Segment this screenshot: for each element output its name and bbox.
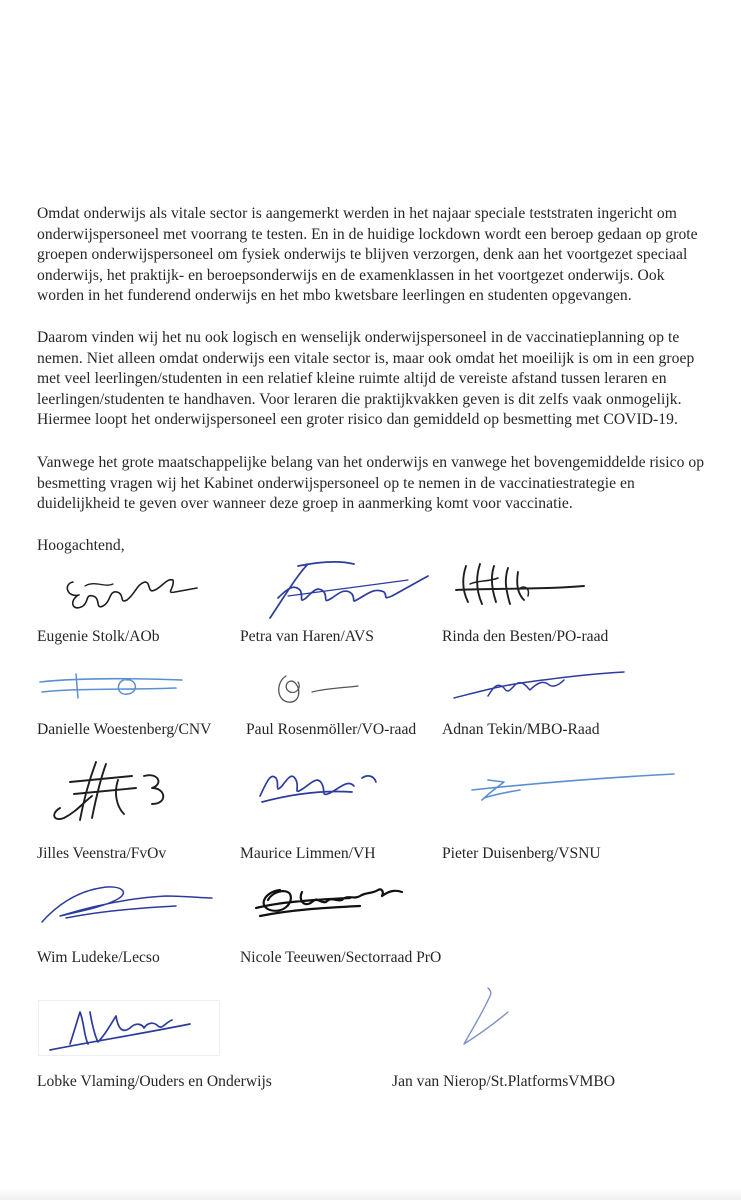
signature-tekin (448, 668, 628, 708)
signatory-name: Eugenie Stolk/AOb (37, 628, 160, 645)
signatory-name: Rinda den Besten/PO-raad (442, 628, 609, 645)
signature-limmen (252, 764, 392, 808)
signature-veenstra (40, 758, 190, 826)
signature-rosenmoller (272, 670, 362, 710)
signature-duisenberg (468, 770, 678, 806)
signatory-name: Jan van Nierop/St.PlatformsVMBO (392, 1073, 616, 1090)
signatory-name: Lobke Vlaming/Ouders en Onderwijs (37, 1073, 272, 1090)
signatory-name: Pieter Duisenberg/VSNU (442, 845, 601, 862)
signature-den-besten (448, 560, 588, 616)
signature-vlaming (40, 1004, 210, 1054)
signature-van-nierop (444, 982, 524, 1054)
paragraph-2: Daarom vinden wij het nu ook logisch en wenselijk onderwijspersoneel in de vaccinatieplanning op te nemen. Niet alleen omdat onderwijs een vitale sector is, maar ook omdat het moeilijk is om in een groep met veel leerlingen/studenten in een relatief kleine ruimte altijd de vereiste afstand tussen leraren en leerlingen/studenten te handhaven. Voor leraren die praktijkvakken geven is dit zelfs vaak onmogelijk. Hiermee loopt het onderwijspersoneel een groter risico dan gemiddeld op besmetting met COVID-19. (37, 329, 695, 429)
signatory-name: Maurice Limmen/VH (240, 845, 376, 862)
paragraph-3: Vanwege het grote maatschappelijke belang van het onderwijs en vanwege het bovengemiddelde risico op besmetting vragen wij het Kabinet onderwijspersoneel op te nemen in de vaccinatiestrategie en duidelijkheid te geven over wanneer deze groep in aanmerking komt voor vaccinatie. (37, 454, 705, 513)
page-bottom-edge (0, 1188, 741, 1200)
signatory-name: Jilles Veenstra/FvOv (37, 845, 167, 862)
signature-teeuwen (250, 880, 410, 930)
signature-stolk (55, 568, 205, 618)
signature-ludeke (36, 876, 216, 932)
signatory-name: Nicole Teeuwen/Sectorraad PrO (240, 949, 442, 966)
paragraph-1: Omdat onderwijs als vitale sector is aangemerkt werden in het najaar speciale teststraten ingericht om onderwijspersoneel met voorrang te testen. En in de huidige lockdown wordt een beroep gedaan op grote groepen onderwijspersoneel om fysiek onderwijs te blijven verzorgen, denk aan het voortgezet speciaal onderwijs, het praktijk- en beroepsonderwijs en de examenklassen in het voortgezet onderwijs. Ook worden in het funderend onderwijs en het mbo kwetsbare leerlingen en studenten opgevangen. (37, 205, 698, 305)
signatory-name: Paul Rosenmöller/VO-raad (246, 721, 417, 738)
signatory-name: Danielle Woestenberg/CNV (37, 721, 212, 738)
signatory-name: Petra van Haren/AVS (240, 628, 374, 645)
closing-greeting: Hoogachtend, (37, 537, 125, 554)
signatory-name: Adnan Tekin/MBO-Raad (442, 721, 600, 738)
signatory-name: Wim Ludeke/Lecso (37, 949, 160, 966)
signature-woestenberg (36, 668, 186, 704)
signature-van-haren (258, 558, 438, 626)
